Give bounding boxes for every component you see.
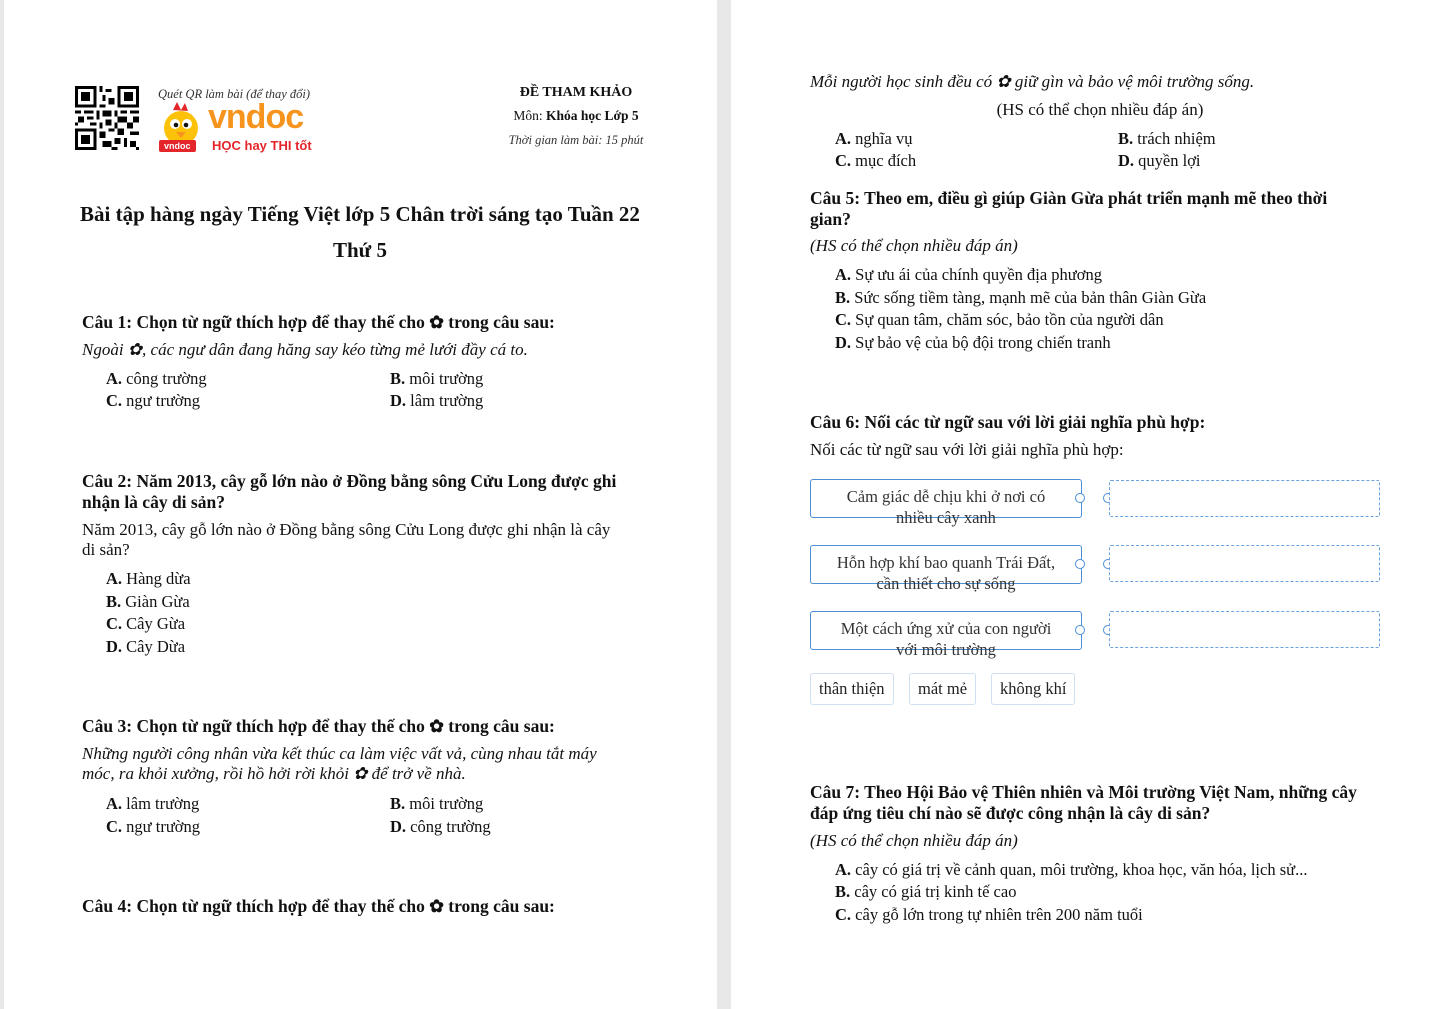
q4-option-a[interactable]: A. nghĩa vụ <box>835 129 913 148</box>
match-handle-left-3[interactable] <box>1075 625 1085 635</box>
q7-option-a[interactable]: A. cây có giá trị về cảnh quan, môi trường, khoa học, văn hóa, lịch sử... <box>835 860 1308 879</box>
match-definition-3[interactable]: Một cách ứng xử của con người với môi trường <box>810 611 1082 650</box>
match-drop-slot-1[interactable] <box>1109 480 1380 517</box>
word-chip-khong-khi[interactable]: không khí <box>991 673 1075 705</box>
q6-title: Câu 6: Nối các từ ngữ sau với lời giải nghĩa phù hợp: <box>810 412 1206 432</box>
match-definition-2[interactable]: Hỗn hợp khí bao quanh Trái Đất, cần thiết cho sự sống <box>810 545 1082 584</box>
q7-option-b[interactable]: B. cây có giá trị kinh tế cao <box>835 882 1017 901</box>
q2-text: Năm 2013, cây gỗ lớn nào ở Đồng bằng sông Cửu Long được ghi nhận là cây di sản? <box>82 520 611 559</box>
q4-option-c[interactable]: C. mục đích <box>835 151 917 170</box>
subject-line: Môn: Khóa học Lớp 5 <box>513 108 639 123</box>
q1-option-a[interactable]: A. công trường <box>106 369 207 388</box>
q1-text: Ngoài ✿, các ngư dân đang hăng say kéo từng mẻ lưới đầy cá to. <box>82 340 528 359</box>
logo-slogan: HỌC hay THI tốt <box>212 138 312 153</box>
q1-title: Câu 1: Chọn từ ngữ thích hợp để thay thế cho ✿ trong câu sau: <box>82 312 555 332</box>
qr-caption: Quét QR làm bài (để thay đổi) <box>158 87 311 101</box>
q4-option-d[interactable]: D. quyền lợi <box>1118 151 1201 170</box>
q4-option-b[interactable]: B. trách nhiệm <box>1118 129 1216 148</box>
q3-title: Câu 3: Chọn từ ngữ thích hợp để thay thế cho ✿ trong câu sau: <box>82 716 555 736</box>
page-right <box>731 0 1445 1009</box>
exam-label: ĐỀ THAM KHẢO <box>519 85 633 100</box>
word-chip-mat-me[interactable]: mát mẻ <box>909 673 976 705</box>
q2-option-b[interactable]: B. Giàn Gừa <box>106 592 190 611</box>
q1-option-c[interactable]: C. ngư trường <box>106 391 200 410</box>
match-drop-slot-2[interactable] <box>1109 545 1380 582</box>
match-drop-slot-3[interactable] <box>1109 611 1380 648</box>
match-definition-1[interactable]: Cảm giác dễ chịu khi ở nơi có nhiều cây xanh <box>810 479 1082 518</box>
match-handle-left-1[interactable] <box>1075 493 1085 503</box>
q5-note: (HS có thể chọn nhiều đáp án) <box>810 236 1018 255</box>
time-line: Thời gian làm bài: 15 phút <box>508 133 644 147</box>
q7-title: Câu 7: Theo Hội Bảo vệ Thiên nhiên và Môi trường Việt Nam, những cây đáp ứng tiêu chí nào sẽ được công nhận là cây di sản? <box>810 782 1357 823</box>
page-subtitle: Thứ 5 <box>332 238 388 262</box>
q1-option-b[interactable]: B. môi trường <box>390 369 484 388</box>
vndoc-logo[interactable] <box>159 98 324 158</box>
logo-badge: vndoc <box>159 140 196 152</box>
page-left <box>4 0 717 1009</box>
q2-option-d[interactable]: D. Cây Dừa <box>106 637 186 656</box>
q5-option-c[interactable]: C. Sự quan tâm, chăm sóc, bảo tồn của người dân <box>835 310 1164 329</box>
q5-title: Câu 5: Theo em, điều gì giúp Giàn Gừa phát triển mạnh mẽ theo thời gian? <box>810 188 1328 229</box>
logo-wordmark: vndoc <box>208 98 304 136</box>
q7-note: (HS có thể chọn nhiều đáp án) <box>810 831 1018 850</box>
q3-option-d[interactable]: D. công trường <box>390 817 491 836</box>
word-chip-than-thien[interactable]: thân thiện <box>810 673 894 705</box>
page-title: Bài tập hàng ngày Tiếng Việt lớp 5 Chân trời sáng tạo Tuần 22 <box>80 202 640 226</box>
q1-option-d[interactable]: D. lâm trường <box>390 391 484 410</box>
q3-option-b[interactable]: B. môi trường <box>390 794 484 813</box>
q3-option-a[interactable]: A. lâm trường <box>106 794 200 813</box>
q3-option-c[interactable]: C. ngư trường <box>106 817 200 836</box>
q5-option-d[interactable]: D. Sự bảo vệ của bộ đội trong chiến tranh <box>835 333 1111 352</box>
q2-option-c[interactable]: C. Cây Gừa <box>106 614 186 633</box>
q3-text: Những người công nhân vừa kết thúc ca làm việc vất vả, cùng nhau tắt máy móc, ra khỏi xưởng, rồi hồ hởi rời khỏi ✿ để trở về nhà. <box>82 744 597 783</box>
q2-title: Câu 2: Năm 2013, cây gỗ lớn nào ở Đồng bằng sông Cửu Long được ghi nhận là cây di sản? <box>82 471 617 512</box>
q4-note: (HS có thể chọn nhiều đáp án) <box>996 100 1204 119</box>
q5-option-b[interactable]: B. Sức sống tiềm tàng, mạnh mẽ của bản thân Giàn Gừa <box>835 288 1207 307</box>
q4-text: Mỗi người học sinh đều có ✿ giữ gìn và bảo vệ môi trường sống. <box>810 72 1255 91</box>
q4-title: Câu 4: Chọn từ ngữ thích hợp để thay thế cho ✿ trong câu sau: <box>82 896 555 916</box>
qr-code-icon[interactable] <box>75 86 139 150</box>
q7-option-c[interactable]: C. cây gỗ lớn trong tự nhiên trên 200 năm tuổi <box>835 905 1143 924</box>
q5-option-a[interactable]: A. Sự ưu ái của chính quyền địa phương <box>835 265 1102 284</box>
q6-text: Nối các từ ngữ sau với lời giải nghĩa phù hợp: <box>810 440 1124 459</box>
match-handle-left-2[interactable] <box>1075 559 1085 569</box>
q2-option-a[interactable]: A. Hàng dừa <box>106 569 191 588</box>
